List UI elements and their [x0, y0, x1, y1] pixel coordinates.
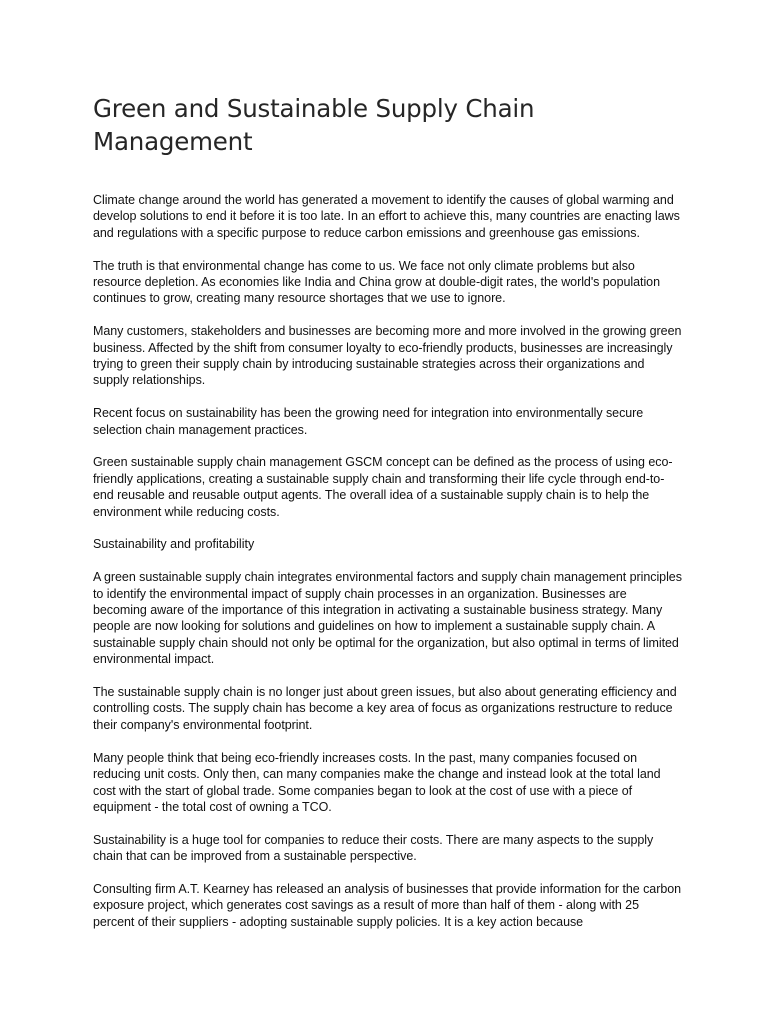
section-subheading: Sustainability and profitability: [93, 537, 255, 552]
document-page: [93, 92, 683, 947]
paragraph-7: The sustainable supply chain is no longer just about green issues, but also about generating efficiency and controlling costs. The supply chain has become a key area of focus as organizations restructure to reduce their company's environmental footprint.: [93, 685, 677, 732]
paragraph-8: Many people think that being eco-friendly increases costs. In the past, many companies focused on reducing unit costs. Only then, can many companies make the change and instead look at the total land cost with the start of global trade. Some companies began to look at the cost of use with a piece of equipment - the total cost of owning a TCO.: [93, 750, 661, 814]
paragraph-3: Many customers, stakeholders and businesses are becoming more and more involved in the growing green business. Affected by the shift from consumer loyalty to eco-friendly products, businesses are increasingly trying to green their supply chain by introducing sustainable strategies across their organizations and supply relationships.: [93, 324, 682, 388]
paragraph-2: The truth is that environmental change has come to us. We face not only climate problems but also resource depletion. As economies like India and China grow at double-digit rates, the world's population continues to grow, creating many resource shortages that we use to ignore.: [93, 258, 660, 306]
paragraph-9: Sustainability is a huge tool for companies to reduce their costs. There are many aspects to the supply chain that can be improved from a sustainable perspective.: [93, 832, 654, 864]
paragraph-5: Green sustainable supply chain management GSCM concept can be defined as the process of using eco-friendly applications, creating a sustainable supply chain and transforming their life cycle through end-to-end reusable and reusable output agents. The overall idea of a sustainable supply chain is to help the environment while reducing costs.: [93, 455, 673, 519]
paragraph-1: Climate change around the world has generated a movement to identify the causes of global warming and develop solutions to end it before it is too late. In an effort to achieve this, many countries are enacting laws and regulations with a specific purpose to reduce carbon emissions and greenhouse gas emissions.: [93, 193, 680, 240]
document-title: Green and Sustainable Supply Chain Management: [93, 94, 535, 156]
paragraph-10: Consulting firm A.T. Kearney has released an analysis of businesses that provide information for the carbon exposure project, which generates cost savings as a result of more than half of them - along with 25 percent of their suppliers - adopting sustainable supply policies. It is a key action because: [93, 881, 682, 929]
paragraph-6: A green sustainable supply chain integrates environmental factors and supply chain management principles to identify the environmental impact of supply chain processes in an organization. Businesses are becoming aware of the importance of this integration in activating a sustainable business strategy. Many people are now looking for solutions and guidelines on how to implement a sustainable supply chain. A sustainable supply chain should not only be optimal for the organization, but also optimal in terms of limited environmental impact.: [93, 570, 682, 667]
paragraph-4: Recent focus on sustainability has been the growing need for integration into environmentally secure selection chain management practices.: [93, 406, 644, 437]
